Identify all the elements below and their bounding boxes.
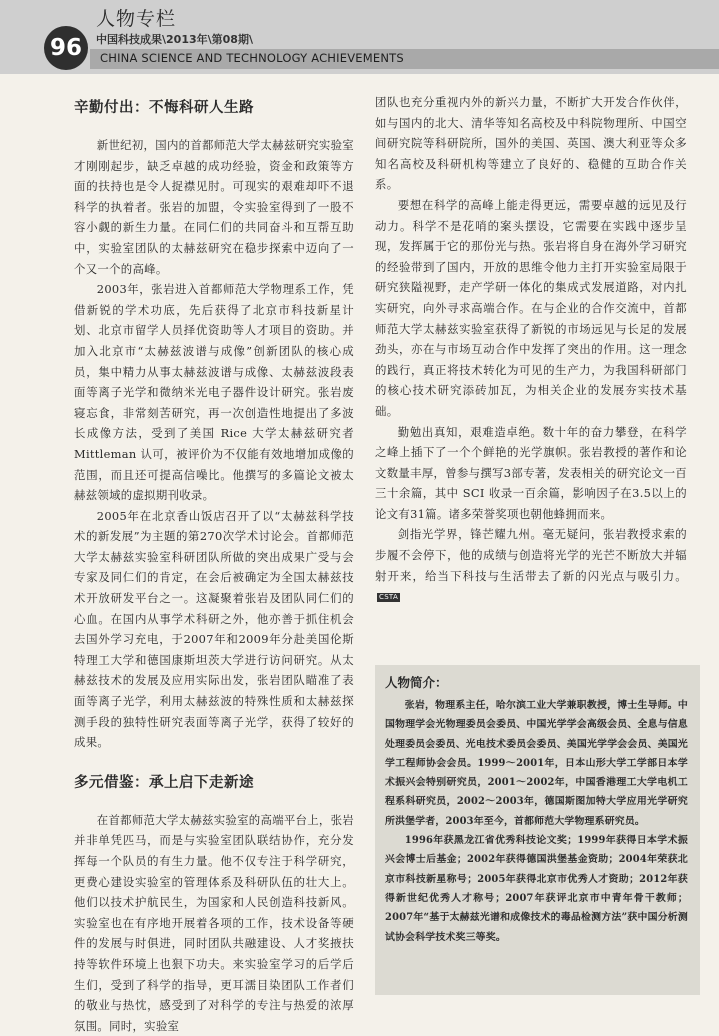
closing-text: 剑指光学界，锋芒耀九州。毫无疑问，张岩教授求索的步履不会停下，他的成绩与创造将光学的光芒不断放大并辐射开来，给当下科技与生活带去了新的闪光点与吸引力。 <box>375 527 687 583</box>
paragraph <box>375 524 687 606</box>
bio-box <box>375 665 700 995</box>
awards-paragraph: 1996年获黑龙江省优秀科技论文奖；1999年获得日本学术振兴会博士后基金；2002年获得德国洪堡基金资助；2004年荣获北京市科技新星称号；2005年获得北京市优秀人才资助；2012年获得新世纪优秀人才称号；2007年获评北京市中青年骨干教师；2007年“基于太赫兹光谱和成像技术的毒品检测方法”获中国分析测试协会科学技术奖三等奖。 <box>385 835 688 943</box>
bio-paragraph: 张岩，物理系主任，哈尔滨工业大学兼职教授，博士生导师。中国物理学会光物理委员会委员、中国光学学会高级会员、全息与信息处理委员会委员、光电技术委员会委员、美国光学学会会员、美国光学工程师协会会员。1999～2001年，日本山形大学工学部日本学术振兴会特别研究员，2001～2002年，中国香港理工大学电机工程系科研究员，2002～2003年，德国斯图加特大学应用光学研究所洪堡学者，2003年至今，首都师范大学物理系研究员。 <box>385 700 688 827</box>
issue-line: 中国科技成果\2013年\第08期\ <box>96 33 253 46</box>
paragraph: 要想在科学的高峰上能走得更远，需要卓越的远见及行动力。科学不是花哨的案头摆设，它需要在实践中逐步呈现，发挥属于它的那份光与热。张岩将自身在海外学习研究的经验带到了国内，开放的思维令他力主打开实验室局限于研究狭隘视野，走产学研一体化的集成式发展道路，对内扎实研究，向外寻求高端合作。在与企业的合作交流中，首都师范大学太赫兹实验室获得了新锐的市场远见与长足的发展劲头，亦在与市场互动合作中发挥了突出的作用。这一理念的践行，真正将技术转化为可见的生产力，为我国科研部门的核心技术研究添砖加瓦，为相关企业的发展夯实技术基础。 <box>375 197 687 418</box>
page-header <box>0 0 719 74</box>
page-number-badge: 96 <box>44 26 88 70</box>
paragraph: 在首都师范大学太赫兹实验室的高端平台上，张岩并非单凭匹马，而是与实验室团队联结协作，充分发挥每一个队员的有生力量。他不仅专注于科学研究，更费心建设实验室的管理体系及科研队伍的壮大上。他们以技术护航民生，为国家和人民创造科技新风。实验室也在有序地开展着各项的工作，技术设备等硬件的发展与时俱进，同时团队共融建设、人才奖掖扶持等软件环境上也狠下功夫。来实验室学习的后学后生们，受到了科学的指导，更耳濡目染团队工作者们的敬业与热忱，感受到了对科学的专注与热爱的浓厚氛围。同时，实验室 <box>74 812 354 1033</box>
paragraph: 新世纪初，国内的首都师范大学太赫兹研究实验室才刚刚起步，缺乏卓越的成功经验，资金和政策等方面的扶持也是令人捉襟见肘。可现实的艰难却吓不退科学的执着者。张岩的加盟，令实验室得到了一股不容小觑的新生力量。在同仁们的共同奋斗和互帮互助中，实验室团队的太赫兹研究在稳步探索中迈向了一个又一个的高峰。 <box>74 138 354 276</box>
bio-title: 人物简介： <box>385 675 448 690</box>
end-mark-logo: CSTA <box>379 592 399 601</box>
heading-hard-work: 辛勤付出：不悔科研人生路 <box>74 100 254 116</box>
paragraph: 团队也充分重视内外的新兴力量，不断扩大开发合作伙伴，如与国内的北大、清华等知名高校及中科院物理所、中国空间研究院等科研院所，国外的美国、英国、澳大利亚等众多知名高校及科研机构等建立了良好的、稳健的互助合作关系。 <box>375 95 687 192</box>
left-column <box>74 90 354 1036</box>
heading-diverse-learning: 多元借鉴：承上启下走新途 <box>74 774 254 791</box>
section-title: 人物专栏 <box>96 8 177 30</box>
paragraph: 2005年在北京香山饭店召开了以“太赫兹科学技术的新发展”为主题的第270次学术讨论会。首都师范大学太赫兹实验室科研团队所做的突出成果广受与会专家及同仁们的肯定，在会后被确定为全国太赫兹技术开放研发平台之一。这凝聚着张岩及团队同仁们的心血。在国内从事学术科研之外，他亦善于抓住机会去国外学习充电，于2007年和2009年分赴美国伦斯特理工大学和德国康斯坦茨大学进行访问研究。从太赫兹技术的发展及应用实际出发，张岩团队瞄准了表面等离子光学，利用太赫兹波的特殊性质和太赫兹探测手段的独特性研究表面等离子光学，获得了较好的成果。 <box>74 508 354 750</box>
paragraph: 2003年，张岩进入首都师范大学物理系工作，凭借新锐的学术功底，先后获得了北京市科技新星计划、北京市留学人员择优资助等人才项目的资助。并加入北京市“太赫兹波谱与成像”创新团队的核心成员，集中精力从事太赫兹波谱与成像、太赫兹波段表面等离子光学和微纳米光电子器件设计研究。张岩废寝忘食，非常刻苦研究，再一次创造性地提出了多波长成像方法，受到了美国 Rice 大学太赫兹研究者 Mittleman 认可，被评价为不仅能有效地增加成像的范围，而且还可提高信噪比。他撰写的多篇论文被太赫兹领域的虚拟期刊收录。 <box>74 282 354 503</box>
right-column <box>375 92 687 607</box>
paragraph: 勤勉出真知，艰难造卓绝。数十年的奋力攀登，在科学之峰上插下了一个个鲜艳的光学旗帜。张岩教授的著作和论文数量丰厚，曾参与撰写3部专著，发表相关的研究论文一百三十余篇，其中 SCI 收录一百余篇，影响因子在3.5以上的论文有31篇。诸多荣誉奖项也朝他蜂拥而来。 <box>375 424 687 521</box>
journal-english-name: CHINA SCIENCE AND TECHNOLOGY ACHIEVEMENTS <box>100 51 404 65</box>
